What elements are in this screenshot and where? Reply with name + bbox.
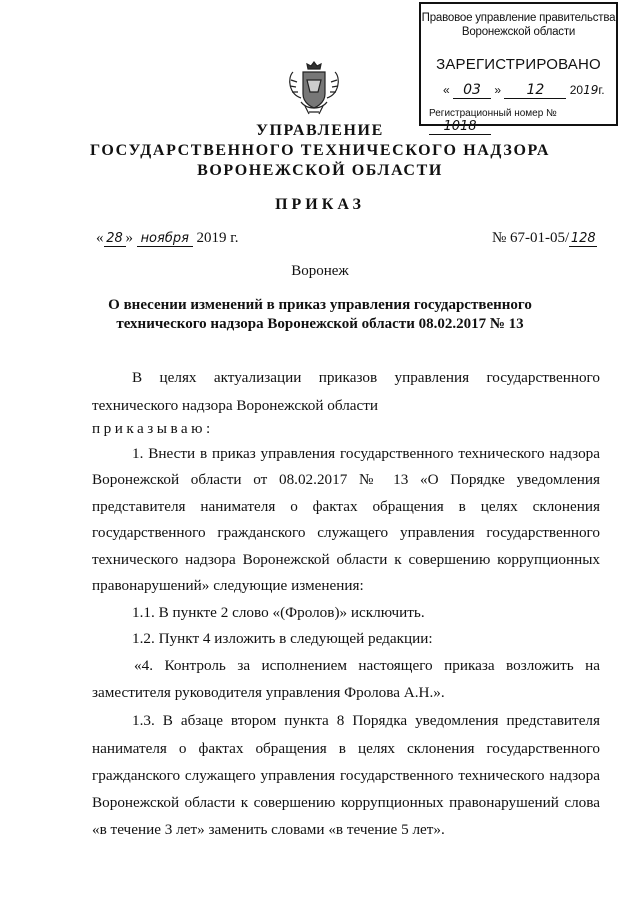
document-type-title: ПРИКАЗ (275, 196, 365, 213)
orders-word: приказываю: (92, 420, 214, 437)
order-date-close-quote: » (125, 230, 133, 246)
paragraph-2-line5: технического надзора Воронежской области к совершению коррупционных (92, 551, 600, 568)
item-1-2: 1.2. Пункт 4 изложить в следующей редакции: (132, 630, 433, 647)
order-date (96, 230, 238, 247)
registration-stamp (419, 2, 618, 134)
paragraph-2-line1: 1. Внести в приказ управления государственного технического надзора (132, 445, 600, 462)
stamp-date (443, 82, 605, 99)
subject-line2: технического надзора Воронежской области 08.02.2017 № 13 (116, 316, 524, 332)
subject-line1: О внесении изменений в приказ управления государственного (108, 297, 532, 313)
stamp-regno-value: 1018 (429, 119, 491, 135)
order-date-month: ноября (137, 231, 193, 247)
header-line3: ВОРОНЕЖСКОЙ ОБЛАСТИ (197, 162, 443, 179)
order-number-hand: 128 (570, 231, 596, 246)
header-line2: ГОСУДАРСТВЕННОГО ТЕХНИЧЕСКОГО НАДЗОРА (90, 142, 550, 159)
order-number (492, 230, 597, 247)
stamp-registered-label: ЗАРЕГИСТРИРОВАНО (436, 56, 601, 73)
stamp-date-month: 12 (504, 82, 566, 99)
paragraph-2-line2: Воронежской области от 08.02.2017 № 13 «О Порядке уведомления (92, 471, 600, 488)
stamp-date-year-hand: 19 (583, 83, 599, 97)
order-date-day: 28 (104, 231, 126, 247)
city: Воронеж (291, 263, 349, 279)
stamp-authority-line2: Воронежской области (461, 26, 576, 38)
paragraph-1-line1: В целях актуализации приказов управления государственного (132, 369, 600, 386)
stamp-authority-line1: Правовое управление правительства (421, 12, 616, 24)
order-number-prefix: № 67-01-05/ (492, 230, 570, 246)
stamp-date-day: 03 (453, 82, 491, 99)
stamp-date-year-prefix: 20 (569, 83, 584, 97)
item-1-3-line4: Воронежской области к совершению коррупционных правонарушений слова (92, 794, 600, 811)
item-1-3-line5: «в течение 3 лет» заменить словами «в течение 5 лет». (92, 821, 445, 838)
coat-of-arms-icon (283, 58, 345, 118)
paragraph-2-line4: государственного гражданского служащего управления государственного (92, 524, 600, 541)
item-1-3-line2: нанимателя о фактах обращения в целях склонения государственного (92, 740, 600, 757)
stamp-date-open-quote: « (443, 83, 450, 97)
stamp-date-close-quote: » (494, 83, 502, 97)
paragraph-2-line6: правонарушений» следующие изменения: (92, 577, 364, 594)
item-4-quote-line2: заместителя руководителя управления Фролова А.Н.». (92, 684, 445, 701)
paragraph-2-line3: представителя нанимателя о фактах обращения в целях склонения (92, 498, 600, 515)
order-date-open-quote: « (96, 230, 104, 246)
item-4-quote-line1: «4. Контроль за исполнением настоящего приказа возложить на (134, 657, 600, 674)
item-1-3-line3: гражданского служащего управления государственного технического надзора (92, 767, 600, 784)
paragraph-1-line2: технического надзора Воронежской области (92, 397, 379, 414)
stamp-date-year-tail: г. (598, 83, 605, 97)
header-line1: УПРАВЛЕНИЕ (256, 122, 384, 139)
order-date-year: 2019 г. (196, 230, 239, 246)
stamp-regno-label: Регистрационный номер № (429, 108, 557, 119)
item-1-1: 1.1. В пункте 2 слово «(Фролов)» исключить. (132, 604, 425, 621)
item-1-3-line1: 1.3. В абзаце втором пункта 8 Порядка уведомления представителя (132, 712, 600, 729)
